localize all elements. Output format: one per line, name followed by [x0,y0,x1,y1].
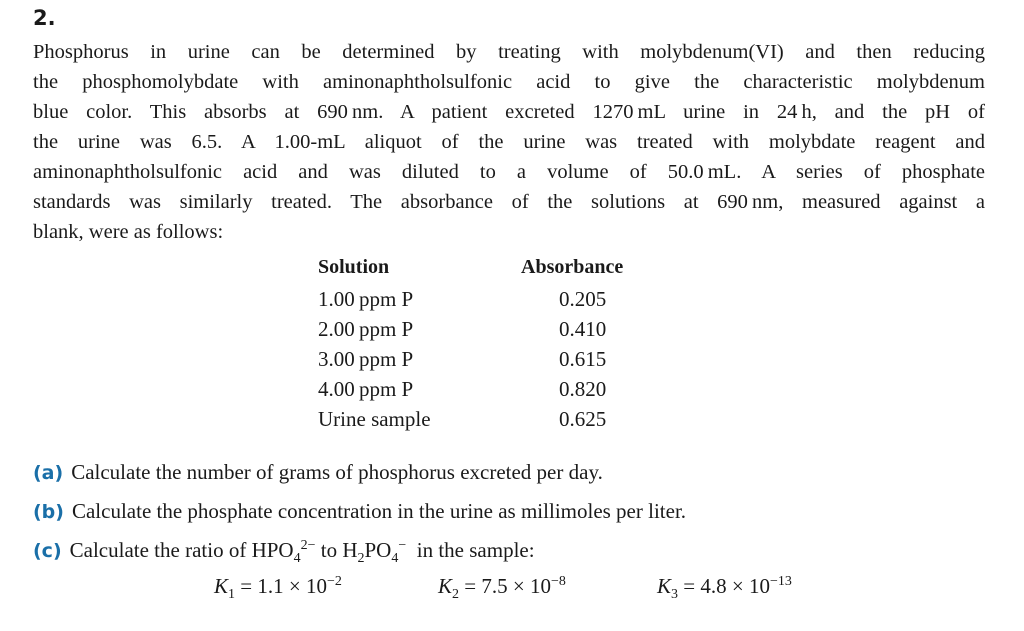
paragraph-line: Phosphorus in urine can be determined by treating with molybdenum(VI) and then reducing [33,41,985,63]
h2po4-po: PO [364,538,392,562]
part-b [33,499,686,524]
part-c-label: (c) [33,540,62,562]
k1-value: = 1.1 × 10 [240,574,327,598]
table-cell-absorbance: 0.820 [559,377,607,401]
k1-exponent: −2 [326,574,342,589]
k2-subscript: 2 [452,587,460,603]
problem-paragraph [33,37,985,247]
table-cell-solution: 4.00 ppm P [318,377,414,401]
part-c-text-prefix: Calculate the ratio of HPO [69,538,294,562]
problem-number: 2. [33,6,56,30]
k3-exponent: −13 [769,574,792,589]
part-c-text-suffix: in the sample: [406,538,535,562]
h2po4-o-subscript: 4 [391,551,399,567]
hpo4-subscript: 4 [293,551,301,567]
header-absorbance: Absorbance [521,256,624,278]
header-solution: Solution [318,256,390,278]
paragraph-line: the phosphomolybdate with aminonaphtholsulfonic acid to give the characteristic molybdenum [33,71,985,93]
part-a-label: (a) [33,462,64,484]
constant-k3 [657,574,792,603]
part-b-label: (b) [33,501,64,523]
k1-symbol: K [214,574,229,598]
k2-exponent: −8 [550,574,566,589]
table-cell-solution: Urine sample [318,407,431,431]
k3-subscript: 3 [671,587,679,603]
table-cell-absorbance: 0.205 [559,287,607,311]
part-a-text: Calculate the number of grams of phosphorus excreted per day. [71,460,603,484]
paragraph-line: blank, were as follows: [33,221,224,243]
paragraph-line: standards was similarly treated. The absorbance of the solutions at 690 nm, measured against a [33,191,985,213]
paragraph-line: the urine was 6.5. A 1.00-mL aliquot of the urine was treated with molybdate reagent and [33,131,985,153]
table-cell-solution: 3.00 ppm P [318,347,414,371]
hpo4-charge: 2− [300,538,316,553]
k2-value: = 7.5 × 10 [464,574,551,598]
part-c [33,538,535,567]
paragraph-line: aminonaphtholsulfonic acid and was diluted to a volume of 50.0 mL. A series of phosphate [33,161,985,183]
table-cell-absorbance: 0.410 [559,317,607,341]
table-cell-solution: 1.00 ppm P [318,287,414,311]
k3-symbol: K [657,574,672,598]
table-cell-solution: 2.00 ppm P [318,317,414,341]
constant-k1 [214,574,342,603]
h2po4-charge: − [398,538,407,553]
table-cell-absorbance: 0.625 [559,407,607,431]
part-b-text: Calculate the phosphate concentration in the urine as millimoles per liter. [71,499,687,523]
part-c-text-mid: to H [315,538,358,562]
k3-value: = 4.8 × 10 [683,574,770,598]
part-a [33,460,603,485]
k1-subscript: 1 [228,587,236,603]
h2po4-h-subscript: 2 [357,551,365,567]
constant-k2 [438,574,566,603]
table-cell-absorbance: 0.615 [559,347,607,371]
paragraph-line: blue color. This absorbs at 690 nm. A patient excreted 1270 mL urine in 24 h, and the pH of [33,101,985,123]
k2-symbol: K [438,574,453,598]
